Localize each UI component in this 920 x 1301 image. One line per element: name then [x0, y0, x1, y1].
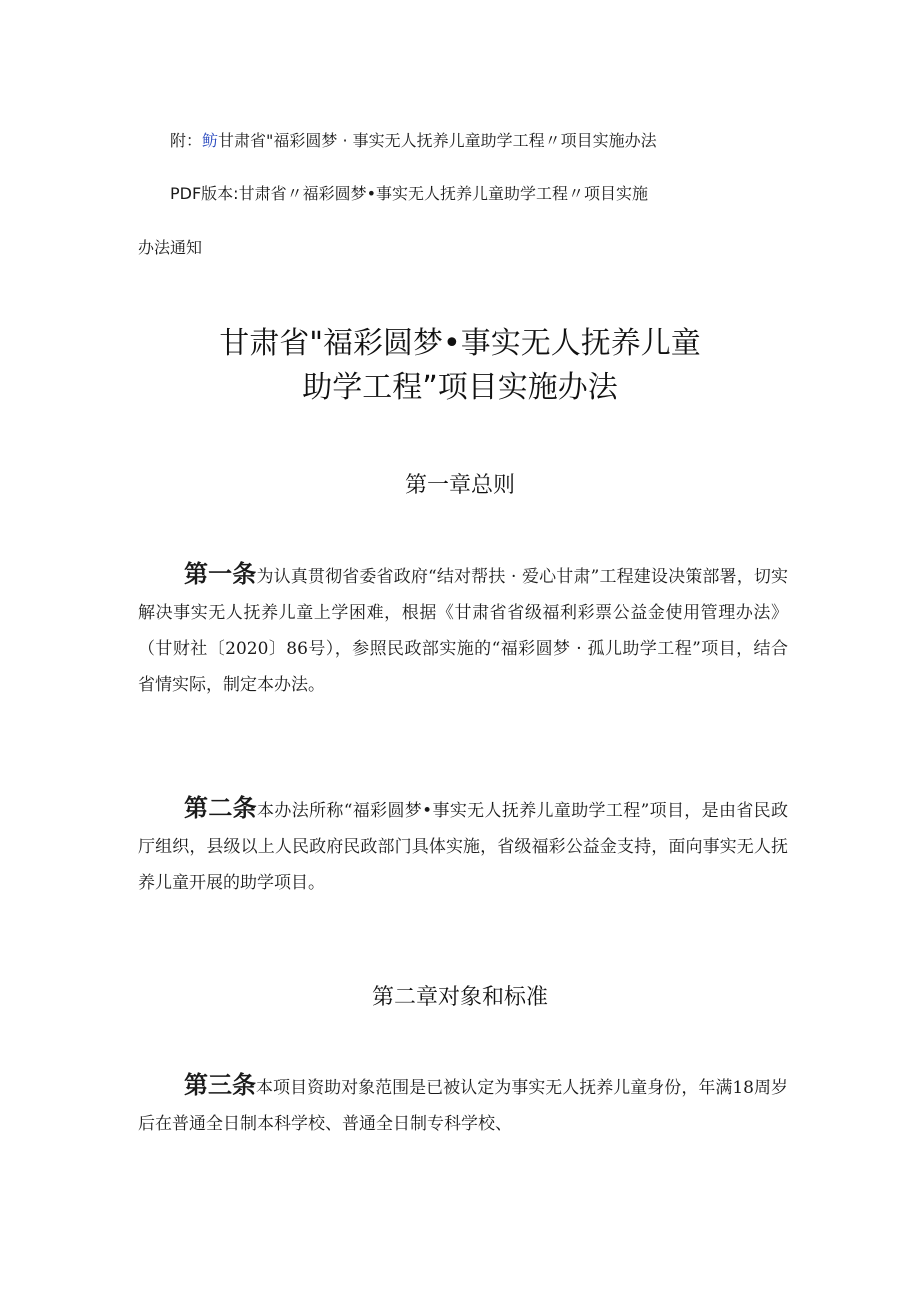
article-1	[138, 556, 788, 703]
chapter-heading-2: 第二章对象和标准	[371, 985, 548, 1010]
article-1-label: 第一条	[184, 560, 257, 588]
attachment-title: 甘肃省"福彩圆梦 · 事实无人抚养儿童助学工程〃项目实施办法	[218, 131, 657, 150]
attachment-link[interactable]: 鲂	[202, 131, 219, 150]
document-title	[0, 322, 920, 410]
article-3	[138, 1067, 788, 1142]
attachment-line	[170, 128, 657, 151]
article-3-label: 第三条	[184, 1071, 257, 1099]
pdf-version-line: PDF版本:甘肃省〃福彩圆梦•事实无人抚养儿童助学工程〃项目实施	[170, 184, 649, 203]
attachment-prefix: 附：	[170, 131, 203, 150]
chapter-heading-1: 第一章总则	[404, 473, 515, 498]
document-title-line-1: 甘肃省"福彩圆梦•事实无人抚养儿童	[219, 326, 701, 361]
article-2	[138, 790, 788, 901]
article-2-label: 第二条	[184, 794, 258, 822]
notice-line: 办法通知	[138, 238, 203, 257]
document-title-line-2: 助学工程”项目实施办法	[302, 370, 618, 405]
article-1-text: 为认真贯彻省委省政府“结对帮扶 · 爱心甘肃”工程建设决策部署，切实解决事实无人抚养儿童上学困难，根据《甘肃省省级福利彩票公益金使用管理办法》（甘财社〔2020〕86号），参照民政部实施的“福彩圆梦 · 孤儿助学工程”项目，结合省情实际，制定本办法。	[138, 567, 789, 695]
article-3-text: 本项目资助对象范围是已被认定为事实无人抚养儿童身份，年满18周岁后在普通全日制本科学校、普通全日制专科学校、	[138, 1078, 789, 1134]
article-2-text: 本办法所称“福彩圆梦•事实无人抚养儿童助学工程”项目，是由省民政厅组织，县级以上人民政府民政部门具体实施，省级福彩公益金支持，面向事实无人抚养儿童开展的助学项目。	[138, 801, 788, 893]
